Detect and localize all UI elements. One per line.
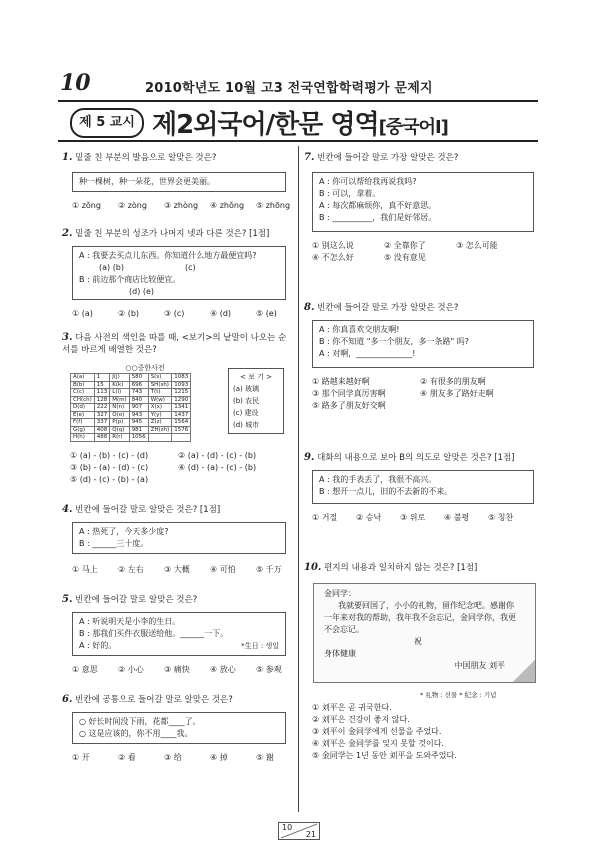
- dictionary-cell: N(n): [110, 404, 129, 412]
- dictionary-row: [71, 426, 191, 434]
- dictionary-cell: 1083: [172, 374, 191, 382]
- dictionary-cell: 696: [129, 381, 148, 389]
- dictionary-title: ○○중한사전: [125, 364, 165, 372]
- question-2: 2. 밑줄 친 부분의 성조가 나머지 넷과 다른 것은? [1점]: [62, 228, 270, 239]
- dictionary-cell: K(k): [110, 381, 129, 389]
- column-divider: [298, 146, 299, 812]
- dictionary-row: [71, 374, 191, 382]
- dictionary-cell: A(a): [71, 374, 95, 382]
- q5-option-5[interactable]: ⑤ 参观: [256, 665, 282, 674]
- q9-option-3[interactable]: ③ 위로: [400, 513, 426, 522]
- dictionary-row: [71, 389, 191, 397]
- q8-option-2[interactable]: ② 有很多的朋友啊: [420, 377, 486, 386]
- dictionary-row: [71, 404, 191, 412]
- question-8: 8. 빈칸에 들어갈 말로 가장 알맞은 것은?: [304, 302, 459, 313]
- dictionary-cell: 1290: [172, 396, 191, 404]
- dictionary-cell: 580: [129, 374, 148, 382]
- q10-option-5[interactable]: ⑤ 金同学는 1년 동안 刘平을 도와주었다.: [312, 751, 457, 760]
- q6-sentence-box: ○ 好长时间没下雨，花都____了。 ○ 这是应该的，你不用____我。: [72, 712, 286, 744]
- q2-options: [72, 308, 277, 320]
- dictionary-cell: S(s): [148, 374, 172, 382]
- dictionary-cell: J(j): [110, 374, 129, 382]
- q8-option-5[interactable]: ⑤ 路多了朋友好交啊: [312, 401, 386, 410]
- dictionary-cell: 1576: [172, 426, 191, 434]
- dictionary-cell: Y(y): [148, 411, 172, 419]
- q8-option-1[interactable]: ① 路越来越好啊: [312, 377, 370, 386]
- q9-option-1[interactable]: ① 거절: [312, 513, 338, 522]
- question-10: 10. 편지의 내용과 일치하지 않는 것은? [1점]: [304, 562, 478, 573]
- dictionary-cell: G(g): [71, 426, 95, 434]
- q3-option-3[interactable]: ③ (b) - (a) - (d) - (c): [70, 463, 149, 472]
- session-badge: 제 5 교시: [70, 108, 144, 138]
- dictionary-row: [71, 419, 191, 427]
- dictionary-cell: 1341: [172, 404, 191, 412]
- q3-option-1[interactable]: ① (a) - (b) - (c) - (d): [70, 451, 149, 460]
- q10-option-1[interactable]: ① 刘平은 곧 귀국한다.: [312, 703, 392, 712]
- dictionary-cell: 337: [94, 419, 110, 427]
- dictionary-cell: SH(sh): [148, 381, 172, 389]
- q6-option-5[interactable]: ⑤ 谢: [256, 753, 274, 762]
- q3-option-4[interactable]: ④ (d) - (a) - (c) - (b): [178, 463, 257, 472]
- dictionary-cell: 981: [129, 426, 148, 434]
- dictionary-cell: H(h): [71, 434, 95, 442]
- dictionary-cell: 488: [94, 434, 110, 442]
- q6-options: [72, 752, 274, 764]
- q8-option-3[interactable]: ③ 那个同学真厉害啊: [312, 389, 386, 398]
- q5-options: [72, 664, 282, 676]
- dictionary-cell: 408: [94, 426, 110, 434]
- dictionary-row: [71, 434, 191, 442]
- q2-dialog-box: A : 我要去买点儿东西。你知道什么地方最便宜吗? (a) (b) (c) B : 前边那个商店比较便宜。 (d) (e): [72, 246, 286, 300]
- dictionary-cell: C(c): [71, 389, 95, 397]
- q8-options: [312, 376, 494, 412]
- dictionary-cell: CH(ch): [71, 396, 95, 404]
- q2-option-2[interactable]: ② (b): [118, 309, 140, 318]
- dictionary-cell: L(l): [110, 389, 129, 397]
- q10-options: [312, 702, 457, 762]
- q9-option-4[interactable]: ④ 불평: [444, 513, 470, 522]
- dictionary-cell: O(o): [110, 411, 129, 419]
- q3-dictionary: [70, 364, 220, 442]
- dictionary-cell: 128: [94, 396, 110, 404]
- q10-option-3[interactable]: ③ 刘平이 金同学에게 선물을 주었다.: [312, 727, 442, 736]
- q7-dialog-box: A : 你可以帮给我再说我吗? B : 可以，拿着。 A : 每次都麻烦你，真不好意思。 B : __________，我们是好邻居。: [312, 172, 534, 232]
- title-divider: [58, 140, 538, 142]
- dictionary-cell: 1564: [172, 419, 191, 427]
- q1-option-2[interactable]: ② zòng: [118, 201, 147, 210]
- question-1: 1. 밑줄 친 부분의 발음으로 알맞은 것은?: [62, 152, 217, 163]
- question-4: 4. 빈칸에 들어갈 말로 알맞은 것은? [1점]: [62, 504, 221, 515]
- q5-option-2[interactable]: ② 小心: [118, 665, 144, 674]
- q4-dialog-box: A : 热死了，今天多少度? B : ______三十度。: [72, 522, 286, 554]
- dictionary-cell: 1: [94, 374, 110, 382]
- question-3: 3. 다음 사전의 색인을 따를 때, <보기>의 낱말이 나오는 순서를 바르게 배열한 것은?: [62, 332, 287, 355]
- q10-letter: 金同学： 我就要回国了，小小的礼物，留作纪念吧。感谢你 一年来对我的帮助，我年我不会忘记，金同学你，我更 不会忘记。 祝 身体健康 中国朋友 刘平: [313, 583, 536, 683]
- q4-option-4[interactable]: ④ 可怕: [210, 565, 236, 574]
- q7-option-1[interactable]: ① 别这么说: [312, 241, 354, 250]
- q4-options: [72, 564, 282, 576]
- dictionary-cell: D(d): [71, 404, 95, 412]
- exam-name: 2010학년도 10월 고3 전국연합학력평가 문제지: [145, 81, 433, 96]
- page-curl-icon: [513, 660, 535, 682]
- dictionary-cell: 743: [129, 389, 148, 397]
- q3-option-5[interactable]: ⑤ (d) - (c) - (b) - (a): [70, 475, 149, 484]
- q10-note: * 礼物 : 선물 * 纪念 : 기념: [420, 691, 497, 699]
- page-number: 10: [60, 70, 91, 96]
- dictionary-cell: 1215: [172, 389, 191, 397]
- q1-option-5[interactable]: ⑤ zhōng: [256, 201, 291, 210]
- q3-option-2[interactable]: ② (a) - (d) - (c) - (b): [178, 451, 257, 460]
- dictionary-cell: [148, 434, 172, 442]
- q6-option-3[interactable]: ③ 给: [164, 753, 182, 762]
- header-divider: [58, 100, 538, 102]
- dictionary-cell: Q(q): [110, 426, 129, 434]
- q10-option-2[interactable]: ② 刘平은 건강이 좋지 않다.: [312, 715, 410, 724]
- dictionary-cell: 945: [129, 419, 148, 427]
- q2-option-4[interactable]: ④ (d): [210, 309, 232, 318]
- q2-option-3[interactable]: ③ (c): [164, 309, 185, 318]
- q6-option-4[interactable]: ④ 掉: [210, 753, 228, 762]
- q1-option-4[interactable]: ④ zhǒng: [210, 201, 245, 210]
- subject-title: 제2외국어/한문 영역[중국어Ⅰ]: [152, 110, 448, 140]
- dictionary-cell: M(m): [110, 396, 129, 404]
- q8-dialog-box: A : 你真喜欢交朋友啊! B : 你不知道 "多一个朋友，多一条路" 吗? A : 对啊，______________!: [312, 320, 534, 368]
- q4-option-2[interactable]: ② 左右: [118, 565, 144, 574]
- q1-options: [72, 200, 290, 212]
- question-5: 5. 빈칸에 들어갈 말로 알맞은 것은?: [62, 594, 198, 605]
- page-indicator: 10 21: [278, 822, 320, 840]
- q7-option-4[interactable]: ④ 不怎么好: [312, 253, 354, 262]
- dictionary-cell: F(f): [71, 419, 95, 427]
- dictionary-row: [71, 381, 191, 389]
- dictionary-cell: 840: [129, 396, 148, 404]
- q4-option-1[interactable]: ① 马上: [72, 565, 98, 574]
- dictionary-cell: 327: [94, 411, 110, 419]
- dictionary-cell: 15: [94, 381, 110, 389]
- dictionary-cell: 943: [129, 411, 148, 419]
- q9-option-5[interactable]: ⑤ 칭찬: [488, 513, 514, 522]
- dictionary-cell: ZH(zh): [148, 426, 172, 434]
- dictionary-cell: [172, 434, 191, 442]
- q5-dialog-box: A : 听说明天是小李的生日。 B : 那我们买件衣服送给他。______一下。 A : 好的。 *生日 : 생일: [72, 612, 286, 656]
- dictionary-cell: 1093: [172, 381, 191, 389]
- dictionary-cell: T(t): [148, 389, 172, 397]
- question-7: 7. 빈칸에 들어갈 말로 가장 알맞은 것은?: [304, 152, 459, 163]
- question-9: 9. 대화의 내용으로 보아 B의 의도로 알맞은 것은? [1점]: [304, 452, 515, 463]
- dictionary-cell: W(w): [148, 396, 172, 404]
- dictionary-row: [71, 396, 191, 404]
- q9-options: [312, 512, 513, 524]
- q8-option-4[interactable]: ④ 朋友多了路好走啊: [420, 389, 494, 398]
- q9-option-2[interactable]: ② 승낙: [356, 513, 382, 522]
- q4-option-5[interactable]: ⑤ 千万: [256, 565, 282, 574]
- q5-option-1[interactable]: ① 意思: [72, 665, 98, 674]
- dictionary-cell: 1437: [172, 411, 191, 419]
- dictionary-cell: P(p): [110, 419, 129, 427]
- dictionary-cell: B(b): [71, 381, 95, 389]
- q7-option-5[interactable]: ⑤ 没有意见: [384, 253, 426, 262]
- dictionary-index-table: [70, 373, 191, 442]
- question-6: 6. 빈칸에 공통으로 들어갈 말로 알맞은 것은?: [62, 694, 233, 705]
- q7-option-2[interactable]: ② 全靠你了: [384, 241, 426, 250]
- q9-dialog-box: A : 我的手表丢了，我很不高兴。 B : 想开一点儿，旧的不去新的不来。: [312, 470, 534, 504]
- dictionary-cell: Z(z): [148, 419, 172, 427]
- dictionary-cell: 907: [129, 404, 148, 412]
- q1-sentence-box: 种一棵树，种一朵花，世界会更美丽。: [72, 172, 286, 192]
- q3-options: [70, 450, 256, 486]
- q6-option-1[interactable]: ① 开: [72, 753, 90, 762]
- q2-option-5[interactable]: ⑤ (e): [256, 309, 277, 318]
- q4-option-3[interactable]: ③ 大概: [164, 565, 190, 574]
- q5-note: *生日 : 생일: [241, 642, 279, 650]
- dictionary-row: [71, 411, 191, 419]
- q1-option-3[interactable]: ③ zhòng: [164, 201, 199, 210]
- dictionary-cell: 222: [94, 404, 110, 412]
- dictionary-cell: X(x): [148, 404, 172, 412]
- dictionary-cell: 1056: [129, 434, 148, 442]
- q7-options: [312, 240, 498, 264]
- q5-option-3[interactable]: ③ 痛快: [164, 665, 190, 674]
- q3-bogi-box: < 보 기 > (a) 玻璃 (b) 农民 (c) 建设 (d) 城市: [228, 368, 284, 434]
- dictionary-cell: 113: [94, 389, 110, 397]
- q7-option-3[interactable]: ③ 怎么可能: [456, 241, 498, 250]
- q5-option-4[interactable]: ④ 放心: [210, 665, 236, 674]
- q1-option-1[interactable]: ① zǒng: [72, 201, 101, 210]
- q2-option-1[interactable]: ① (a): [72, 309, 93, 318]
- q6-option-2[interactable]: ② 看: [118, 753, 136, 762]
- dictionary-cell: R(r): [110, 434, 129, 442]
- q10-option-4[interactable]: ④ 刘平은 金同学를 잊지 못할 것이다.: [312, 739, 444, 748]
- dictionary-cell: E(e): [71, 411, 95, 419]
